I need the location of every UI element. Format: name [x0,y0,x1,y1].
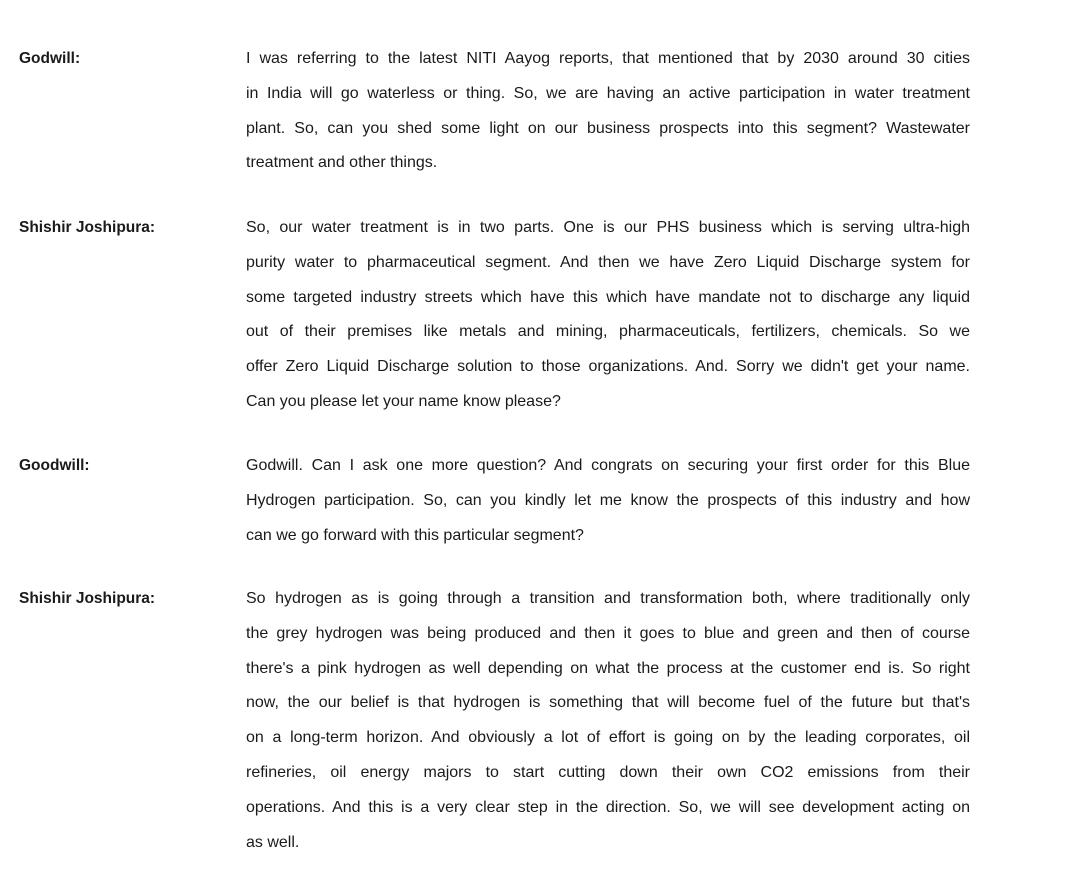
text-line: plant. So, can you shed some light on our business prospects into this segment? Wastewater [246,119,970,137]
speaker-name: Goodwill: [19,457,90,474]
text-line: operations. And this is a very clear step in the direction. So, we will see development acting on [246,798,970,816]
text-line: the grey hydrogen was being produced and then it goes to blue and green and then of course [246,624,970,642]
text-line: Can you please let your name know please? [246,392,561,410]
text-line: So, our water treatment is in two parts. One is our PHS business which is serving ultra-high [246,219,970,236]
text-line: treatment and other things. [246,154,438,172]
text-line: refineries, oil energy majors to start cutting down their own CO2 emissions from their [246,763,970,781]
text-line: in India will go waterless or thing. So, we are having an active participation in water treatment [246,84,970,102]
text-line: purity water to pharmaceutical segment. And then we have Zero Liquid Discharge system for [246,253,970,271]
speaker-text [246,42,970,181]
speaker-name: Godwill: [19,50,81,67]
speaker-name: Shishir Joshipura: [19,219,156,236]
text-line: can we go forward with this particular segment? [246,526,584,544]
speaker-text [246,449,970,553]
text-line: on a long-term horizon. And obviously a lot of effort is going on by the leading corporates, oil [246,729,970,747]
text-line: Hydrogen participation. So, can you kindly let me know the prospects of this industry and how [246,491,970,509]
text-line: Godwill. Can I ask one more question? And congrats on securing your first order for this Blue [246,457,970,474]
text-line: So hydrogen as is going through a transition and transformation both, where traditionally only [246,590,970,607]
text-line: there's a pink hydrogen as well depending on what the process at the customer end is. So right [246,659,970,677]
speaker-text [246,582,970,860]
text-line: I was referring to the latest NITI Aayog reports, that mentioned that by 2030 around 30 cities [246,50,970,67]
text-line: out of their premises like metals and mining, pharmaceuticals, fertilizers, chemicals. So we [246,323,970,341]
text-line: offer Zero Liquid Discharge solution to those organizations. And. Sorry we didn't get your name. [246,358,970,376]
text-line: as well. [246,833,300,851]
speaker-name: Shishir Joshipura: [19,590,156,607]
text-line: some targeted industry streets which have this which have mandate not to discharge any liquid [246,288,970,306]
text-line: now, the our belief is that hydrogen is something that will become fuel of the future but that's [246,694,970,712]
speaker-text [246,211,970,420]
